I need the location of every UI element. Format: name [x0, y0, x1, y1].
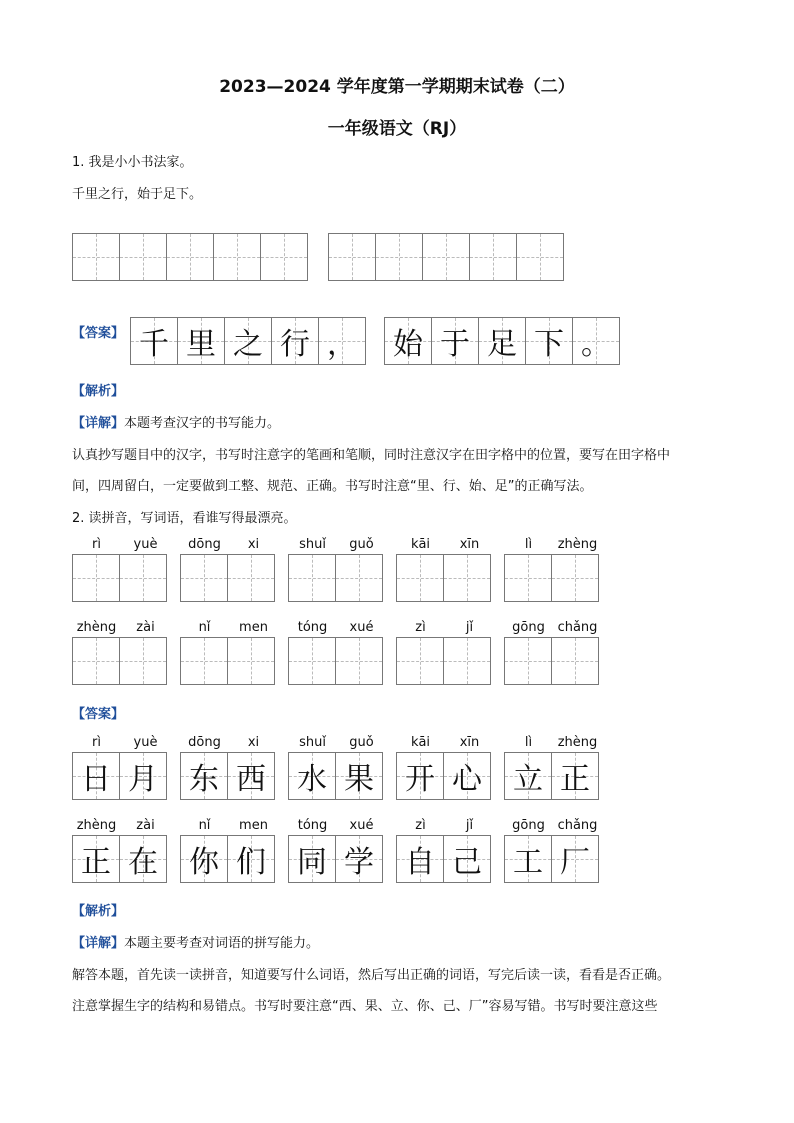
- q2-answer-grid: [288, 752, 386, 800]
- q2-answer-grid: [72, 752, 170, 800]
- pinyin-row: [504, 620, 602, 635]
- answer-char: 厂: [560, 845, 590, 880]
- answer-char: 同: [297, 845, 327, 880]
- pinyin-syllable: rì: [92, 735, 101, 750]
- answer-char: 里: [186, 327, 216, 362]
- answer-char: 之: [233, 327, 263, 362]
- answer-char: 正: [81, 845, 111, 880]
- grid-cell[interactable]: [335, 554, 383, 602]
- pinyin-row: [288, 735, 386, 750]
- answer-char: 们: [236, 845, 266, 880]
- answer-char: 月: [128, 762, 158, 797]
- answer-cell: [504, 752, 552, 800]
- q2-blank-word-pair: [504, 537, 602, 602]
- q2-answer-grid: [396, 752, 494, 800]
- q2-detail: [72, 932, 319, 951]
- q1-blank-grid-2[interactable]: [328, 233, 563, 281]
- answer-cell: [335, 835, 383, 883]
- answer-cell: [288, 835, 336, 883]
- answer-cell: [119, 752, 167, 800]
- pinyin-syllable: xué: [349, 620, 374, 635]
- answer-cell: [271, 317, 319, 365]
- pinyin-row: [72, 735, 170, 750]
- pinyin-syllable: dōng: [188, 735, 221, 750]
- pinyin-syllable: zhèng: [557, 537, 598, 552]
- answer-char: 立: [513, 762, 543, 797]
- q2-answer-grid: [180, 835, 278, 883]
- q2-answer-grid: [504, 752, 602, 800]
- pinyin-syllable: zì: [415, 818, 426, 833]
- pinyin-syllable: xué: [349, 818, 374, 833]
- answer-cell: [443, 752, 491, 800]
- q2-blank-grid[interactable]: [288, 554, 386, 602]
- answer-char: 工: [513, 845, 543, 880]
- pinyin-syllable: xīn: [459, 537, 480, 552]
- pinyin-syllable: men: [239, 620, 268, 635]
- q2-blank-word-pair: [72, 537, 170, 602]
- q1-detail: [72, 412, 280, 431]
- q2-blank-grid[interactable]: [396, 554, 494, 602]
- pinyin-syllable: xi: [247, 537, 260, 552]
- answer-char: ，: [327, 327, 357, 362]
- pinyin-syllable: shuǐ: [299, 537, 326, 552]
- q2-blank-word-pair: [72, 620, 170, 685]
- q1-answer-grid-2: [384, 317, 619, 365]
- answer-cell: [180, 752, 228, 800]
- pinyin-syllable: chǎng: [557, 620, 598, 635]
- q2-explain-1: 解答本题，首先读一读拼音，知道要写什么词语，然后写出正确的词语，写完后读一读，看看是否正确。: [72, 968, 671, 983]
- q2-blank-word-pair: [396, 620, 494, 685]
- grid-cell[interactable]: [396, 554, 444, 602]
- q2-answer-word-pair: [288, 818, 386, 883]
- grid-cell[interactable]: [516, 233, 564, 281]
- q2-answer-word-pair: [396, 818, 494, 883]
- q1-analysis-tag: 【解析】: [72, 384, 125, 399]
- pinyin-row: [504, 818, 602, 833]
- q2-analysis-tag: 【解析】: [72, 904, 125, 919]
- pinyin-syllable: yuè: [133, 537, 158, 552]
- answer-cell: [119, 835, 167, 883]
- pinyin-syllable: xi: [247, 735, 260, 750]
- pinyin-syllable: guǒ: [349, 735, 374, 750]
- answer-char: 西: [236, 762, 266, 797]
- pinyin-syllable: lì: [524, 735, 533, 750]
- pinyin-syllable: gōng: [512, 818, 545, 833]
- q2-answer-grid: [396, 835, 494, 883]
- q2-answer-grid: [288, 835, 386, 883]
- pinyin-row: [180, 818, 278, 833]
- grid-cell[interactable]: [166, 233, 214, 281]
- page-subtitle: 一年级语文（RJ）: [327, 119, 467, 139]
- answer-char: 正: [560, 762, 590, 797]
- answer-char: 千: [139, 327, 169, 362]
- answer-char: 。: [581, 327, 611, 362]
- answer-char: 足: [487, 327, 517, 362]
- grid-cell[interactable]: [396, 637, 444, 685]
- pinyin-row: [504, 537, 602, 552]
- pinyin-syllable: zì: [415, 620, 426, 635]
- q2-blank-grid[interactable]: [288, 637, 386, 685]
- q2-detail-text: 本题主要考查对词语的拼写能力。: [124, 936, 320, 951]
- pinyin-syllable: jǐ: [465, 818, 474, 833]
- grid-cell[interactable]: [227, 554, 275, 602]
- pinyin-syllable: kāi: [410, 735, 431, 750]
- answer-cell: [227, 835, 275, 883]
- grid-cell[interactable]: [443, 637, 491, 685]
- grid-cell[interactable]: [469, 233, 517, 281]
- q1-answer-tag: 【答案】: [72, 326, 125, 341]
- q2-answer-word-pair: [504, 735, 602, 800]
- grid-cell[interactable]: [551, 554, 599, 602]
- pinyin-row: [288, 818, 386, 833]
- pinyin-row: [180, 735, 278, 750]
- answer-cell: [227, 752, 275, 800]
- answer-char: 东: [189, 762, 219, 797]
- pinyin-syllable: shuǐ: [299, 735, 326, 750]
- q2-blank-grid[interactable]: [504, 637, 602, 685]
- answer-cell: [288, 752, 336, 800]
- answer-cell: [396, 835, 444, 883]
- pinyin-syllable: nǐ: [198, 620, 211, 635]
- pinyin-row: [180, 537, 278, 552]
- answer-cell: [177, 317, 225, 365]
- q2-answer-word-pair: [180, 818, 278, 883]
- grid-cell[interactable]: [504, 554, 552, 602]
- grid-cell[interactable]: [551, 637, 599, 685]
- pinyin-row: [288, 620, 386, 635]
- q1-detail-tag: 【详解】: [72, 416, 125, 431]
- q2-answer-word-pair: [180, 735, 278, 800]
- pinyin-syllable: rì: [92, 537, 101, 552]
- grid-cell[interactable]: [375, 233, 423, 281]
- grid-cell[interactable]: [443, 554, 491, 602]
- pinyin-syllable: zài: [136, 620, 155, 635]
- q2-answer-grid: [504, 835, 602, 883]
- q2-blank-grid[interactable]: [72, 637, 170, 685]
- answer-cell: [504, 835, 552, 883]
- answer-char: 水: [297, 762, 327, 797]
- q2-answer-tag: 【答案】: [72, 707, 125, 722]
- grid-cell[interactable]: [335, 637, 383, 685]
- answer-char: 果: [344, 762, 374, 797]
- answer-char: 下: [534, 327, 564, 362]
- q2-blank-grid[interactable]: [72, 554, 170, 602]
- grid-cell[interactable]: [260, 233, 308, 281]
- answer-cell: [478, 317, 526, 365]
- answer-cell: [431, 317, 479, 365]
- pinyin-row: [288, 537, 386, 552]
- answer-char: 开: [405, 762, 435, 797]
- pinyin-syllable: zhèng: [76, 620, 117, 635]
- q2-blank-word-pair: [396, 537, 494, 602]
- pinyin-row: [396, 818, 494, 833]
- q2-blank-grid[interactable]: [504, 554, 602, 602]
- q2-blank-word-pair: [180, 620, 278, 685]
- answer-cell: [396, 752, 444, 800]
- q2-blank-grid[interactable]: [180, 554, 278, 602]
- q2-explain-2: 注意掌握生字的结构和易错点。书写时要注意“西、果、立、你、己、厂”容易写错。书写时要注意这些: [72, 999, 658, 1014]
- grid-cell[interactable]: [180, 637, 228, 685]
- q2-answer-grid: [72, 835, 170, 883]
- answer-cell: [572, 317, 620, 365]
- grid-cell[interactable]: [288, 554, 336, 602]
- pinyin-syllable: gōng: [512, 620, 545, 635]
- pinyin-syllable: xīn: [459, 735, 480, 750]
- answer-cell: [180, 835, 228, 883]
- answer-cell: [551, 835, 599, 883]
- q1-detail-text: 本题考查汉字的书写能力。: [124, 416, 281, 431]
- q2-answer-word-pair: [72, 818, 170, 883]
- answer-cell: [551, 752, 599, 800]
- answer-char: 在: [128, 845, 158, 880]
- pinyin-row: [72, 818, 170, 833]
- pinyin-syllable: yuè: [133, 735, 158, 750]
- q1-prompt: 1. 我是小小书法家。: [72, 155, 193, 170]
- q1-blank-grid-1[interactable]: [72, 233, 307, 281]
- pinyin-row: [504, 735, 602, 750]
- answer-cell: [130, 317, 178, 365]
- q2-blank-word-pair: [180, 537, 278, 602]
- pinyin-syllable: jǐ: [465, 620, 474, 635]
- pinyin-syllable: tóng: [297, 818, 328, 833]
- pinyin-syllable: zài: [136, 818, 155, 833]
- answer-cell: [525, 317, 573, 365]
- pinyin-syllable: zhèng: [557, 735, 598, 750]
- pinyin-syllable: chǎng: [557, 818, 598, 833]
- answer-char: 日: [81, 762, 111, 797]
- pinyin-row: [72, 537, 170, 552]
- answer-char: 己: [452, 845, 482, 880]
- answer-char: 行: [280, 327, 310, 362]
- q1-explain-2: 间，四周留白，一定要做到工整、规范、正确。书写时注意“里、行、始、足”的正确写法。: [72, 479, 593, 494]
- pinyin-row: [396, 620, 494, 635]
- q2-answer-word-pair: [72, 735, 170, 800]
- answer-char: 你: [189, 845, 219, 880]
- grid-cell[interactable]: [328, 233, 376, 281]
- pinyin-syllable: dōng: [188, 537, 221, 552]
- grid-cell[interactable]: [288, 637, 336, 685]
- q2-detail-tag: 【详解】: [72, 936, 125, 951]
- pinyin-syllable: men: [239, 818, 268, 833]
- q2-answer-grid: [180, 752, 278, 800]
- answer-char: 学: [344, 845, 374, 880]
- pinyin-syllable: nǐ: [198, 818, 211, 833]
- answer-char: 于: [440, 327, 470, 362]
- grid-cell[interactable]: [504, 637, 552, 685]
- pinyin-row: [396, 537, 494, 552]
- q1-text: 千里之行，始于足下。: [72, 187, 203, 202]
- answer-char: 心: [452, 762, 482, 797]
- pinyin-row: [396, 735, 494, 750]
- answer-cell: [72, 835, 120, 883]
- q1-answer-grid-1: [130, 317, 365, 365]
- q2-answer-word-pair: [288, 735, 386, 800]
- answer-cell: [318, 317, 366, 365]
- answer-cell: [335, 752, 383, 800]
- q2-answer-word-pair: [396, 735, 494, 800]
- pinyin-row: [180, 620, 278, 635]
- grid-cell[interactable]: [422, 233, 470, 281]
- grid-cell[interactable]: [119, 554, 167, 602]
- grid-cell[interactable]: [119, 637, 167, 685]
- grid-cell[interactable]: [119, 233, 167, 281]
- q2-blank-grid[interactable]: [396, 637, 494, 685]
- page-title: 2023—2024 学年度第一学期期末试卷（二）: [219, 77, 575, 97]
- grid-cell[interactable]: [72, 637, 120, 685]
- answer-cell: [443, 835, 491, 883]
- answer-cell: [72, 752, 120, 800]
- answer-cell: [384, 317, 432, 365]
- q2-prompt: 2. 读拼音，写词语，看谁写得最漂亮。: [72, 511, 297, 526]
- pinyin-row: [72, 620, 170, 635]
- answer-char: 自: [405, 845, 435, 880]
- pinyin-syllable: zhèng: [76, 818, 117, 833]
- pinyin-syllable: guǒ: [349, 537, 374, 552]
- pinyin-syllable: lì: [524, 537, 533, 552]
- pinyin-syllable: tóng: [297, 620, 328, 635]
- q1-explain-1: 认真抄写题目中的汉字，书写时注意字的笔画和笔顺，同时注意汉字在田字格中的位置，要写在田字格中: [72, 448, 671, 463]
- grid-cell[interactable]: [180, 554, 228, 602]
- pinyin-syllable: kāi: [410, 537, 431, 552]
- q2-blank-word-pair: [504, 620, 602, 685]
- answer-cell: [224, 317, 272, 365]
- grid-cell[interactable]: [72, 233, 120, 281]
- answer-char: 始: [393, 327, 423, 362]
- grid-cell[interactable]: [72, 554, 120, 602]
- grid-cell[interactable]: [227, 637, 275, 685]
- q2-blank-word-pair: [288, 620, 386, 685]
- q2-blank-grid[interactable]: [180, 637, 278, 685]
- q2-answer-word-pair: [504, 818, 602, 883]
- grid-cell[interactable]: [213, 233, 261, 281]
- q2-blank-word-pair: [288, 537, 386, 602]
